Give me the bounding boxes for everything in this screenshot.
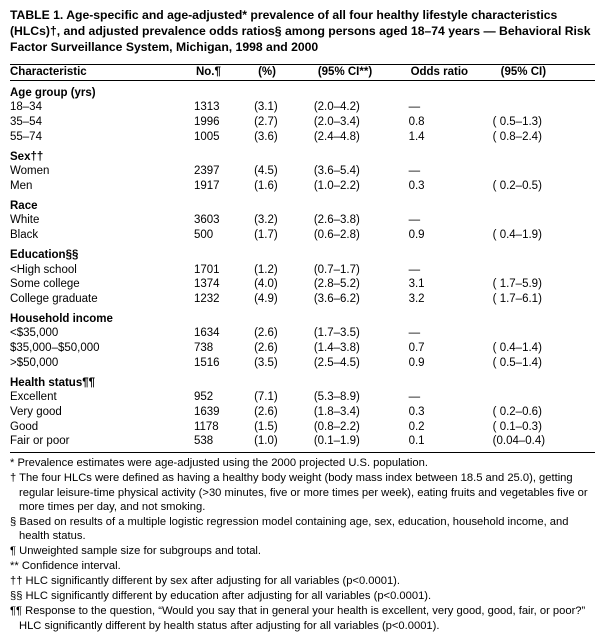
row-percent: (1.6): [254, 179, 278, 192]
table-row: [10, 434, 595, 449]
table-row: [10, 263, 595, 278]
row-percent: (2.7): [254, 116, 278, 129]
table-row: [10, 405, 595, 420]
footnotes: [10, 456, 595, 633]
row-count: 1516: [193, 356, 220, 369]
row-count: 952: [193, 391, 214, 404]
group-label: Race: [10, 199, 38, 212]
row-count: 1232: [193, 293, 220, 306]
row-percent: (1.2): [254, 263, 278, 276]
row-label: <High school: [10, 263, 77, 276]
table-header-row: [10, 65, 595, 80]
row-count: 500: [193, 229, 214, 242]
row-count: 738: [193, 342, 214, 355]
table-row: [10, 292, 595, 307]
footnote: ** Confidence interval.: [10, 560, 121, 573]
table-row: [10, 326, 595, 341]
row-count: 1634: [193, 327, 220, 340]
row-percent: (1.0): [254, 435, 278, 448]
row-odds-ratio: 0.9: [408, 229, 425, 242]
footnote: ¶ Unweighted sample size for subgroups and total.: [10, 545, 262, 558]
row-ci2: ( 0.8–2.4): [492, 130, 542, 143]
row-label: Women: [10, 165, 50, 178]
row-ci2: [493, 326, 595, 341]
table-row: [10, 164, 595, 179]
row-ci: (2.8–5.2): [313, 278, 360, 291]
row-odds-ratio: 3.2: [408, 293, 425, 306]
row-ci: (1.8–3.4): [313, 406, 360, 419]
row-label: White: [10, 214, 40, 227]
row-ci: (2.0–3.4): [313, 116, 360, 129]
row-ci: (0.8–2.2): [313, 420, 360, 433]
row-ci2: [493, 164, 595, 179]
row-percent: (4.0): [254, 278, 278, 291]
row-ci2: [493, 213, 595, 228]
table-row: [10, 420, 595, 435]
row-count: 1178: [193, 420, 219, 433]
row-ci: (1.0–2.2): [313, 179, 360, 192]
row-ci2: (0.04–0.4): [492, 435, 546, 448]
table-row: [10, 213, 595, 228]
row-odds-ratio: 0.2: [408, 420, 425, 433]
table-row: [10, 341, 595, 356]
column-header-characteristic: Characteristic: [10, 65, 194, 80]
group-label: Age group (yrs): [10, 86, 96, 99]
table-row: [10, 115, 595, 130]
column-header-ci2: (95% CI): [493, 65, 595, 80]
row-count: 1313: [193, 101, 220, 114]
group-label: Education§§: [10, 248, 79, 261]
row-count: 538: [193, 435, 214, 448]
footnote-rule: [10, 452, 595, 453]
table-group-row: [10, 312, 595, 327]
row-ci: (2.0–4.2): [313, 101, 360, 114]
row-ci: (1.7–3.5): [313, 327, 360, 340]
table-row: [10, 179, 595, 194]
group-label: Health status¶¶: [10, 376, 96, 389]
row-count: 1005: [193, 130, 220, 143]
row-ci: (3.6–6.2): [313, 293, 360, 306]
table-group-row: [10, 376, 595, 391]
row-label: Good: [10, 420, 39, 433]
row-ci2: [493, 100, 595, 115]
row-percent: (4.5): [254, 165, 278, 178]
row-odds-ratio: —: [408, 263, 421, 276]
table-row: [10, 100, 595, 115]
row-ci2: ( 0.5–1.3): [492, 116, 542, 129]
row-label: Some college: [10, 278, 80, 291]
row-percent: (3.6): [254, 130, 278, 143]
prevalence-table: [10, 65, 595, 449]
group-label: Sex††: [10, 150, 44, 163]
row-percent: (4.9): [254, 293, 278, 306]
footnote: ¶¶ Response to the question, “Would you say that in general your health is excellent, very good, good, fair, or poor?” HLC significantly different by health status after adjusting for all variables (p<0.0001).: [10, 605, 586, 632]
table-group-row: [10, 150, 595, 165]
row-ci2: ( 0.4–1.9): [492, 229, 542, 242]
column-header-odds-ratio: Odds ratio: [409, 65, 493, 80]
row-ci2: ( 1.7–5.9): [492, 278, 542, 291]
table-row: [10, 130, 595, 145]
row-ci2: ( 0.2–0.6): [492, 406, 542, 419]
row-percent: (2.6): [254, 406, 278, 419]
table-group-row: [10, 248, 595, 263]
footnote: § Based on results of a multiple logistic regression model containing age, sex, education, household income, and health status.: [10, 515, 569, 543]
row-label: Black: [10, 229, 39, 242]
row-percent: (2.6): [254, 327, 278, 340]
row-odds-ratio: —: [408, 214, 421, 227]
row-count: 1996: [193, 116, 220, 129]
footnote: †† HLC significantly different by sex after adjusting for all variables (p<0.0001).: [10, 575, 401, 588]
row-ci: (2.5–4.5): [313, 356, 360, 369]
row-count: 1701: [193, 263, 220, 276]
footnote: † The four HLCs were defined as having a healthy body weight (body mass index between 18.5 and 25.0), getting regular leisure-time physical activity (>30 minutes, five or more times per week), eating fruits and vegetables five or more times per day, and not smoking.: [10, 472, 588, 514]
table-row: [10, 228, 595, 243]
row-label: 55–74: [10, 130, 42, 143]
row-percent: (3.5): [254, 356, 278, 369]
row-ci: (0.1–1.9): [313, 435, 360, 448]
row-ci2: ( 0.4–1.4): [492, 342, 542, 355]
table-group-row: [10, 86, 595, 101]
row-odds-ratio: 1.4: [408, 130, 425, 143]
row-count: 2397: [193, 165, 220, 178]
row-odds-ratio: 0.3: [408, 179, 425, 192]
row-label: 35–54: [10, 116, 42, 129]
row-label: <$35,000: [10, 327, 59, 340]
row-ci: (0.7–1.7): [313, 263, 360, 276]
row-odds-ratio: —: [408, 327, 421, 340]
table-row: [10, 277, 595, 292]
row-ci: (2.6–3.8): [313, 214, 360, 227]
footnote: * Prevalence estimates were age-adjusted using the 2000 projected U.S. population.: [10, 457, 428, 470]
row-percent: (1.5): [254, 420, 278, 433]
row-odds-ratio: 0.8: [408, 116, 425, 129]
row-odds-ratio: —: [408, 165, 421, 178]
row-count: 1374: [193, 278, 220, 291]
column-header-ci: (95% CI**): [314, 65, 409, 80]
row-label: Men: [10, 179, 33, 192]
footnote: §§ HLC significantly different by education after adjusting for all variables (p<0.0001).: [10, 590, 432, 603]
row-ci: (5.3–8.9): [313, 391, 360, 404]
row-odds-ratio: —: [408, 101, 421, 114]
row-label: >$50,000: [10, 356, 59, 369]
group-label: Household income: [10, 312, 113, 325]
row-ci: (2.4–4.8): [313, 130, 360, 143]
table-row: [10, 390, 595, 405]
row-ci: (1.4–3.8): [313, 342, 360, 355]
row-percent: (3.2): [254, 214, 278, 227]
row-percent: (7.1): [254, 391, 278, 404]
row-label: Fair or poor: [10, 435, 70, 448]
row-label: Excellent: [10, 391, 57, 404]
column-header-percent: (%): [254, 65, 314, 80]
row-ci2: ( 1.7–6.1): [492, 293, 542, 306]
row-odds-ratio: 0.3: [408, 406, 425, 419]
row-odds-ratio: 3.1: [408, 278, 425, 291]
table-title: TABLE 1. Age-specific and age-adjusted* prevalence of all four healthy lifestyle characteristics (HLCs)†, and adjusted prevalence odds ratios§ among persons aged 18–74 years — Behavioral Risk Factor Surveillance System, Michigan, 1998 and 2000: [10, 8, 591, 54]
row-odds-ratio: 0.7: [408, 342, 425, 355]
row-ci2: [493, 390, 595, 405]
table-group-row: [10, 199, 595, 214]
row-label: 18–34: [10, 101, 42, 114]
row-label: Very good: [10, 406, 62, 419]
row-ci: (0.6–2.8): [313, 229, 360, 242]
table-row: [10, 356, 595, 371]
row-count: 1639: [193, 406, 220, 419]
row-label: College graduate: [10, 293, 98, 306]
row-ci: (3.6–5.4): [313, 165, 360, 178]
row-odds-ratio: 0.1: [408, 435, 425, 448]
row-percent: (3.1): [254, 101, 278, 114]
table-head: [10, 65, 595, 80]
row-ci2: ( 0.1–0.3): [492, 420, 542, 433]
row-ci2: [493, 263, 595, 278]
row-odds-ratio: —: [408, 391, 421, 404]
table-body: [10, 80, 595, 449]
row-count: 3603: [193, 214, 220, 227]
row-odds-ratio: 0.9: [408, 356, 425, 369]
column-header-no: No.¶: [194, 65, 254, 80]
row-count: 1917: [193, 179, 220, 192]
row-ci2: ( 0.2–0.5): [492, 179, 542, 192]
row-percent: (1.7): [254, 229, 278, 242]
row-label: $35,000–$50,000: [10, 342, 100, 355]
row-percent: (2.6): [254, 342, 278, 355]
row-ci2: ( 0.5–1.4): [492, 356, 542, 369]
